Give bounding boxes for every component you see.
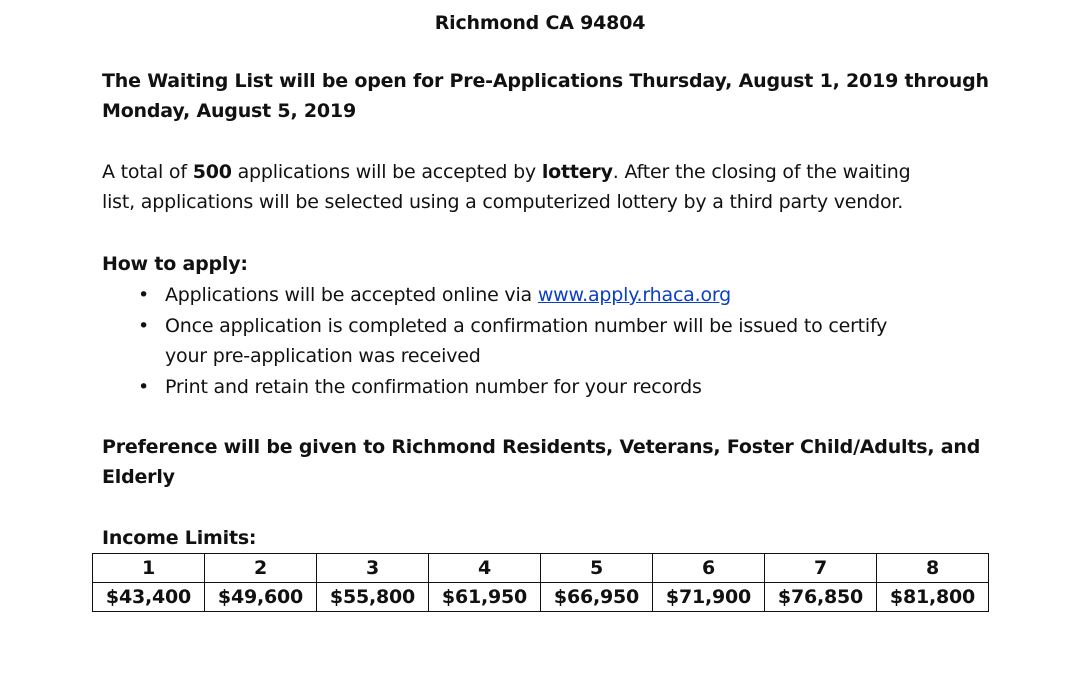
preference-line-1: Preference will be given to Richmond Residents, Veterans, Foster Child/Adults, and bbox=[102, 436, 981, 458]
lottery-line-2: list, applications will be selected using a computerized lottery by a third party vendor. bbox=[102, 191, 904, 213]
table-cell-amount: $43,400 bbox=[93, 583, 205, 612]
application-count: 500 bbox=[192, 161, 232, 183]
list-item bbox=[102, 311, 982, 372]
waiting-list-line-1: The Waiting List will be open for Pre-Applications Thursday, August 1, 2019 through bbox=[102, 70, 989, 92]
address-line: Richmond CA 94804 bbox=[434, 12, 646, 34]
table-cell-size: 2 bbox=[205, 554, 317, 583]
table-cell-size: 3 bbox=[317, 554, 429, 583]
list-item bbox=[102, 280, 982, 311]
table-cell-size: 7 bbox=[765, 554, 877, 583]
lottery-text-1: A total of bbox=[102, 161, 193, 183]
table-cell-amount: $71,900 bbox=[653, 583, 765, 612]
table-cell-size: 1 bbox=[93, 554, 205, 583]
preference-notice bbox=[102, 432, 1002, 492]
table-cell-amount: $76,850 bbox=[765, 583, 877, 612]
list-item-text: Applications will be accepted online via bbox=[165, 284, 538, 306]
table-cell-size: 6 bbox=[653, 554, 765, 583]
lottery-text-2: applications will be accepted by bbox=[231, 161, 542, 183]
table-row-amount bbox=[93, 583, 989, 612]
table-cell-amount: $81,800 bbox=[877, 583, 989, 612]
table-cell-amount: $55,800 bbox=[317, 583, 429, 612]
table-cell-amount: $49,600 bbox=[205, 583, 317, 612]
lottery-word: lottery bbox=[541, 161, 613, 183]
table-cell-size: 5 bbox=[541, 554, 653, 583]
lottery-line-1 bbox=[102, 157, 1002, 187]
preference-line-2: Elderly bbox=[102, 466, 175, 488]
table-cell-amount: $61,950 bbox=[429, 583, 541, 612]
lottery-text-3: . After the closing of the waiting bbox=[612, 161, 911, 183]
table-cell-size: 8 bbox=[877, 554, 989, 583]
bullet-icon: • bbox=[138, 284, 150, 306]
table-cell-size: 4 bbox=[429, 554, 541, 583]
list-item-line-1: Once application is completed a confirmation number will be issued to certify bbox=[165, 314, 888, 337]
list-item-line-2: your pre-application was received bbox=[165, 345, 481, 367]
income-limits-table bbox=[92, 553, 989, 612]
how-to-apply-heading: How to apply: bbox=[102, 253, 248, 275]
table-cell-amount: $66,950 bbox=[541, 583, 653, 612]
how-to-apply-list bbox=[102, 280, 982, 402]
income-limits-heading: Income Limits: bbox=[102, 527, 257, 549]
bullet-icon: • bbox=[138, 375, 150, 398]
waiting-list-line-2: Monday, August 5, 2019 bbox=[102, 100, 356, 122]
waiting-list-notice bbox=[102, 66, 1002, 126]
lottery-paragraph bbox=[102, 157, 1002, 217]
apply-website-link[interactable]: www.apply.rhaca.org bbox=[537, 284, 732, 306]
table-row-household-size bbox=[93, 554, 989, 583]
list-item-text: Print and retain the confirmation number for your records bbox=[165, 375, 702, 398]
bullet-icon: • bbox=[138, 314, 150, 337]
list-item bbox=[102, 372, 982, 403]
